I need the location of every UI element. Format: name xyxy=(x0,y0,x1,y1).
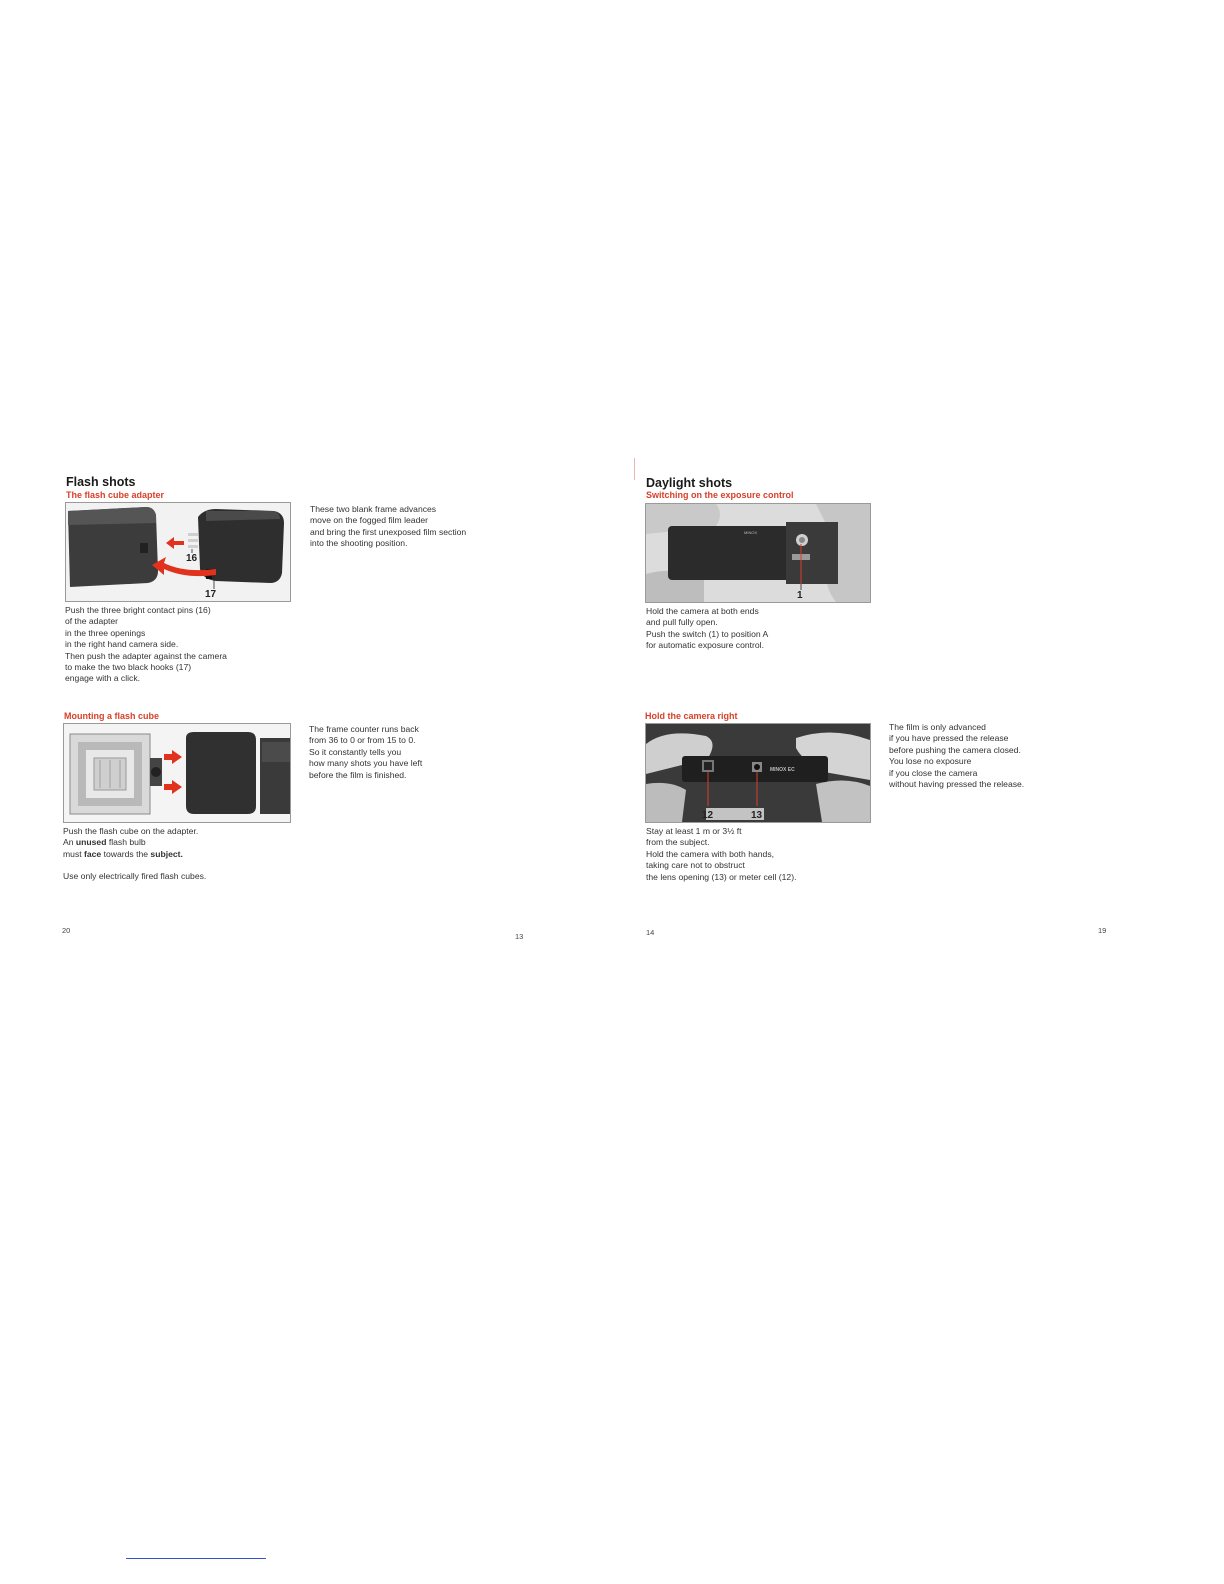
text-line: So it constantly tells you xyxy=(309,746,402,757)
bold-word-subject: subject. xyxy=(150,848,183,859)
text-line: Push the flash cube on the adapter. xyxy=(63,826,199,836)
text-line: taking care not to obstruct xyxy=(646,860,745,871)
text-line: before the film is finished. xyxy=(309,769,407,780)
text-line: and bring the first unexposed film section xyxy=(310,526,467,537)
callout-13: 13 xyxy=(751,810,763,821)
callout-17: 17 xyxy=(205,589,217,600)
text-fragment: towards the xyxy=(101,848,151,859)
callout-12: 12 xyxy=(702,810,714,821)
callout-16: 16 xyxy=(186,553,198,564)
text-fragment: An xyxy=(63,837,76,848)
flash-cube-adapter-subtitle: The flash cube adapter xyxy=(66,490,165,500)
text-line: You lose no exposure xyxy=(889,756,972,767)
exposure-switch-photo xyxy=(645,503,871,603)
text-line: Use only electrically fired flash cubes. xyxy=(63,871,207,882)
text-line: from 36 to 0 or from 15 to 0. xyxy=(309,735,416,746)
hold-camera-subtitle: Hold the camera right xyxy=(645,711,738,721)
text-line: and pull fully open. xyxy=(646,617,718,628)
flash-adapter-photo xyxy=(65,502,291,602)
text-line: how many shots you have left xyxy=(309,758,423,769)
gutter-mark xyxy=(634,458,635,480)
text-line: before pushing the camera closed. xyxy=(889,744,1021,755)
text-line: These two blank frame advances xyxy=(310,504,437,514)
bold-word-face: face xyxy=(84,848,102,859)
text-fragment: must xyxy=(63,848,85,859)
flash-cube-caption xyxy=(63,826,206,883)
frame-counter-side-text xyxy=(309,724,422,781)
text-fragment: flash bulb xyxy=(106,837,146,848)
text-line: Hold the camera with both hands, xyxy=(646,848,775,859)
text-line: move on the fogged film leader xyxy=(310,515,428,526)
text-line: Stay at least 1 m or 3½ ft xyxy=(646,826,742,836)
text-line xyxy=(63,837,206,848)
hold-camera-caption xyxy=(646,826,796,883)
text-line: in the three openings xyxy=(65,627,146,638)
left-page-title: Flash shots xyxy=(66,475,136,489)
text-line: Push the switch (1) to position A xyxy=(646,628,769,639)
text-line: to make the two black hooks (17) xyxy=(65,662,192,673)
callout-1: 1 xyxy=(797,590,803,601)
flash-cube-photo xyxy=(63,723,291,823)
svg-text:MINOX: MINOX xyxy=(744,530,758,535)
text-line: without having pressed the release. xyxy=(889,779,1025,790)
text-line: the lens opening (13) or meter cell (12). xyxy=(646,871,797,882)
text-line: in the right hand camera side. xyxy=(65,639,179,650)
text-line: if you close the camera xyxy=(889,767,978,778)
exposure-control-subtitle: Switching on the exposure control xyxy=(646,490,794,500)
text-line: Then push the adapter against the camera xyxy=(65,650,227,661)
footer-rule xyxy=(126,1558,266,1559)
text-line xyxy=(63,849,206,860)
camera-brand-text: MINOX EC xyxy=(770,767,795,773)
text-line: if you have pressed the release xyxy=(889,733,1009,744)
text-line: from the subject. xyxy=(646,837,710,848)
text-line: The frame counter runs back xyxy=(309,724,419,734)
text-line: Push the three bright contact pins (16) xyxy=(65,605,211,615)
film-advance-side-text xyxy=(889,722,1024,790)
text-line: into the shooting position. xyxy=(310,538,408,549)
page-number-13: 13 xyxy=(515,932,524,941)
flash-adapter-caption xyxy=(65,605,227,685)
exposure-switch-caption xyxy=(646,606,768,652)
page-number-14: 14 xyxy=(646,928,655,937)
flash-adapter-side-text xyxy=(310,504,466,550)
text-line: for automatic exposure control. xyxy=(646,640,764,651)
right-page-title: Daylight shots xyxy=(646,476,733,490)
page-number-19: 19 xyxy=(1098,926,1107,935)
mounting-flash-cube-subtitle: Mounting a flash cube xyxy=(64,711,160,721)
text-line: engage with a click. xyxy=(65,673,140,684)
text-line: The film is only advanced xyxy=(889,722,986,732)
hold-camera-photo xyxy=(645,723,871,823)
text-line: of the adapter xyxy=(65,616,119,627)
text-line: Hold the camera at both ends xyxy=(646,606,759,616)
bold-word-unused: unused xyxy=(75,837,107,848)
page-number-20: 20 xyxy=(62,926,71,935)
